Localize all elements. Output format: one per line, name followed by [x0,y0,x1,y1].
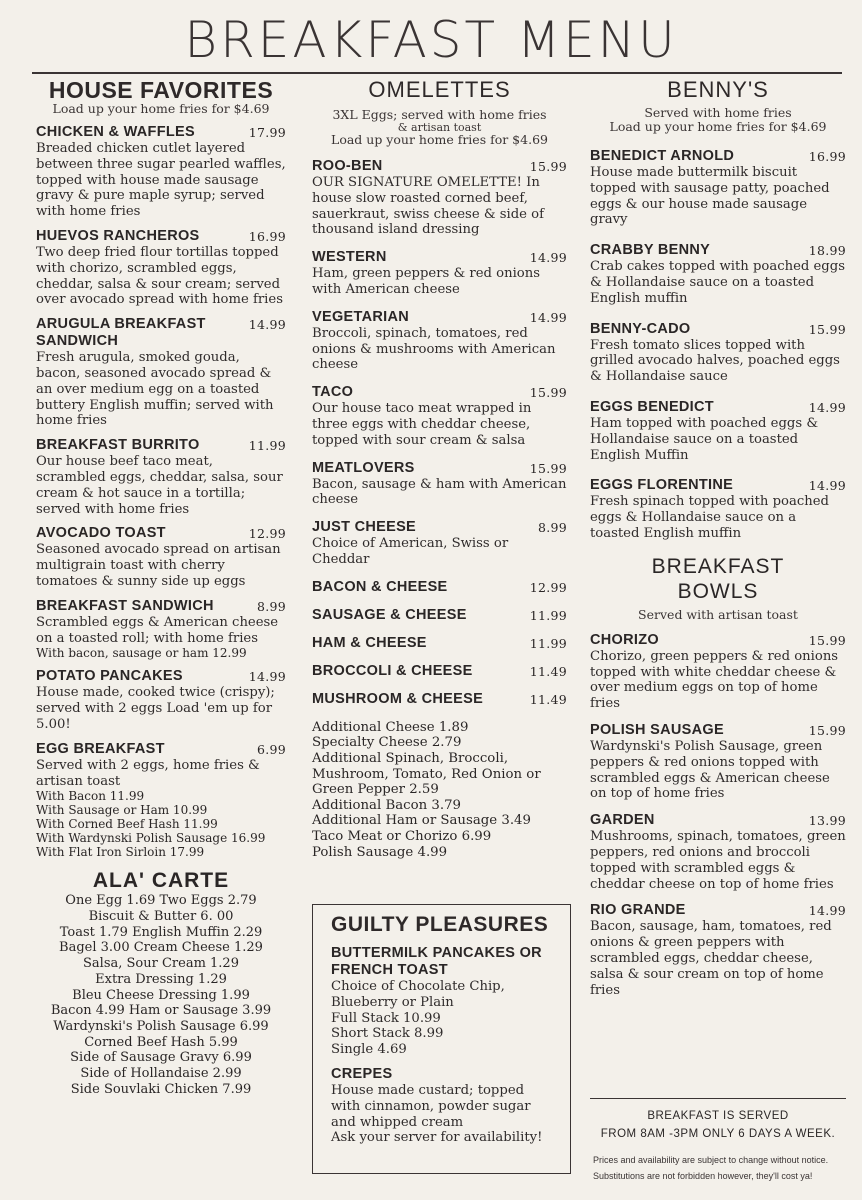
addon-line: Additional Cheese 1.89 [312,719,469,735]
menu-item-name: JUST CHEESE [312,519,417,536]
menu-item-extra: With bacon, sausage or ham 12.99 [36,646,247,661]
menu-item [36,437,286,517]
menu-item [312,384,567,448]
fine-print [593,1152,855,1184]
menu-item-price: 11.49 [529,691,567,707]
menu-item-price: 11.99 [248,438,286,454]
menu-item-header [36,437,286,454]
page-title: BREAKFAST MENU [184,11,678,69]
menu-item-description: House made, cooked twice (crispy); served with 2 eggs Load 'em up for 5.00! [36,685,275,732]
menu-item [590,812,846,892]
menu-item-header [590,242,846,259]
menu-item-name: BROCCOLI & CHEESE [312,662,473,679]
addon-line: Additional Ham or Sausage 3.49 [312,813,531,829]
addon-line: Specialty Cheese 2.79 [312,735,462,751]
column-bennys [590,78,846,998]
bennys-heading: BENNY'S [667,77,769,102]
menu-item-description: OUR SIGNATURE OMELETTE! In house slow roasted corned beef, sauerkraut, swiss cheese & side of thousand island dressing [312,175,544,238]
menu-item-name: MUSHROOM & CHEESE [312,690,484,707]
menu-item-price: 18.99 [808,243,846,259]
crepes-note: Ask your server for availability! [331,1130,543,1146]
menu-item-name: POTATO PANCAKES [36,668,183,685]
menu-item-header [312,249,567,266]
ala-carte-line: Toast 1.79 English Muffin 2.29 [59,924,263,940]
menu-item [312,460,567,509]
menu-item [590,722,846,802]
menu-item-name: GARDEN [590,812,655,829]
menu-item-header [312,460,567,477]
menu-item-header [312,519,567,536]
menu-item-price: 15.99 [808,321,846,337]
ala-carte-line: One Egg 1.69 Two Eggs 2.79 [65,893,257,909]
ala-carte-heading: ALA' CARTE [92,869,230,893]
ala-carte-line: Bacon 4.99 Ham or Sausage 3.99 [50,1003,272,1019]
menu-item-name: BENEDICT ARNOLD [590,148,735,164]
ala-carte-line: Bleu Cheese Dressing 1.99 [72,987,250,1003]
addon-line: Polish Sausage 4.99 [312,844,448,860]
menu-item [312,519,567,568]
menu-item-name: POLISH SAUSAGE [590,721,724,738]
omelettes-list [312,158,567,708]
crepes-name [331,1066,556,1083]
menu-item-price: 15.99 [808,632,846,648]
menu-item-description: Our house taco meat wrapped in three eggs with cheddar cheese, topped with sour cream & salsa [312,401,532,448]
hours-line-2: FROM 8AM -3PM ONLY 6 DAYS A WEEK. [600,1128,836,1140]
menu-item-description: House made buttermilk biscuit topped with sausage patty, poached eggs & our house made sausage gravy [590,165,830,228]
menu-item [590,321,846,385]
menu-item-price: 16.99 [248,228,286,244]
menu-item [36,668,286,732]
menu-item-extra: With Wardynski Polish Sausage 16.99 [36,831,266,846]
menu-item-description: Broccoli, spinach, tomatoes, red onions & mushrooms with American cheese [312,325,556,373]
menu-item-name: EGGS FLORENTINE [590,477,734,494]
menu-item [312,663,567,680]
menu-item-header [312,635,567,652]
menu-item-header [36,668,286,685]
menu-item-name: HAM & CHEESE [312,634,427,651]
menu-item-header [590,722,846,739]
menu-item-name: AVOCADO TOAST [36,525,166,542]
menu-item-name: BACON & CHEESE [312,578,448,595]
ala-carte-line: Extra Dressing 1.29 [95,971,227,987]
menu-item-price: 11.49 [529,663,567,679]
menu-item-description: Ham, green peppers & red onions with American cheese [312,266,541,297]
menu-item-description: Wardynski's Polish Sausage, green peppers & red onions topped with scrambled eggs & American cheese on top of home fries [590,738,830,802]
menu-item-price: 15.99 [529,460,567,476]
menu-item-description: Crab cakes topped with poached eggs & Hollandaise sauce on a toasted English muffin [590,259,845,306]
bowls-list [590,632,846,999]
bennys-subtitle-1: Served with home fries [644,105,792,120]
menu-item-price: 13.99 [808,813,846,829]
menu-item-name: CHICKEN & WAFFLES [36,124,195,140]
bowls-heading-2: BOWLS [677,579,759,603]
menu-item [312,309,567,373]
menu-item-price: 14.99 [808,399,846,415]
menu-item-name: EGG BREAKFAST [36,740,165,757]
menu-item-name: EGGS BENEDICT [590,398,714,415]
menu-item-header [36,598,286,615]
menu-item-price: 15.99 [529,159,567,174]
house-favorites-subtitle: Load up your home fries for $4.69 [52,101,270,116]
fine-print-1: Prices and availability are subject to change without notice. [593,1155,829,1165]
menu-item-header [312,663,567,680]
menu-item-description: Breaded chicken cutlet layered between three sugar pearled waffles, topped with house made sausage gravy & pure maple syrup; served with home fries [36,141,286,220]
short-stack: Short Stack 8.99 [331,1026,444,1042]
menu-item-description: Chorizo, green peppers & red onions topped with white cheddar cheese & over medium eggs on top of home fries [590,648,839,712]
menu-item-description: Bacon, sausage, ham, tomatoes, red onions & green peppers with scrambled eggs, cheddar cheese, salsa & sour cream on top of home fries [590,919,832,998]
menu-item-description: Choice of American, Swiss or Cheddar [312,536,509,567]
bowls-subtitle: Served with artisan toast [638,606,798,622]
menu-item-name: HUEVOS RANCHEROS [36,227,200,244]
menu-item-description: Served with 2 eggs, home fries & artisan toast [36,757,260,789]
menu-item-name: SAUSAGE & CHEESE [312,606,467,623]
menu-item-name: RIO GRANDE [590,902,686,919]
menu-item-header [312,384,567,401]
menu-item-price: 11.99 [529,635,567,651]
menu-item-header [590,812,846,829]
menu-item-name: CHORIZO [590,631,659,648]
bowls-heading-1: BREAKFAST [651,554,785,578]
crepes-desc: House made custard; topped with cinnamon, powder sugar and whipped cream [331,1082,531,1130]
menu-item-header [590,321,846,338]
menu-item-header [590,632,846,649]
menu-item [590,399,846,463]
single-pancake: Single 4.69 [331,1042,407,1058]
menu-item [36,228,286,308]
bennys-subtitle-2: Load up your home fries for $4.69 [609,119,827,134]
menu-item-price: 14.99 [248,669,286,685]
menu-item-extra: With Sausage or Ham 10.99 [36,803,208,818]
house-favorites-list [36,124,286,859]
menu-item-header [590,902,846,919]
menu-item-header [312,691,567,708]
menu-item-name: MEATLOVERS [312,459,415,476]
menu-item-name: TACO [312,384,354,401]
menu-item-price: 17.99 [248,125,286,140]
menu-item [312,158,567,238]
menu-item-price: 15.99 [808,722,846,738]
ala-carte-list [36,893,286,1097]
menu-item-price: 11.99 [529,607,567,623]
hours-line-1: BREAKFAST IS SERVED [647,1110,789,1122]
menu-item-header [36,741,286,758]
menu-item-extra: With Flat Iron Sirloin 17.99 [36,845,205,860]
guilty-pleasures-heading: GUILTY PLEASURES [331,913,549,936]
menu-item-header [36,316,286,350]
menu-item [312,635,567,652]
omelette-addons-list [312,720,567,860]
menu-item-header [312,579,567,596]
menu-item-price: 14.99 [808,478,846,494]
menu-item-price: 6.99 [256,741,286,757]
menu-item-header [312,309,567,326]
menu-item-price: 14.99 [248,317,286,333]
fine-print-2: Substitutions are not forbidden however, they'll cost ya! [593,1171,813,1181]
menu-item [36,316,286,429]
menu-item-header [36,228,286,245]
ala-carte-line: Side of Sausage Gravy 6.99 [70,1050,252,1066]
menu-item-header [312,158,567,175]
menu-item-header [590,477,846,494]
house-favorites-heading: HOUSE FAVORITES [48,77,274,103]
pancakes-desc: Choice of Chocolate Chip, Blueberry or Plain [331,979,505,1010]
full-stack: Full Stack 10.99 [331,1010,441,1026]
menu-item-header [36,525,286,542]
ala-carte-line: Biscuit & Butter 6. 00 [88,909,234,925]
menu-item [312,579,567,596]
pancakes-name [331,945,556,979]
ala-carte-line: Wardynski's Polish Sausage 6.99 [53,1018,269,1034]
column-house-favorites [36,78,286,1097]
omelettes-subtitle-3: Load up your home fries for $4.69 [331,132,548,147]
ala-carte-line: Corned Beef Hash 5.99 [84,1034,238,1050]
ala-carte-line: Side Souvlaki Chicken 7.99 [70,1081,252,1097]
menu-item-extra: With Bacon 11.99 [36,789,145,804]
title-divider [32,72,842,74]
ala-carte-line: Side of Hollandaise 2.99 [80,1066,242,1082]
menu-item-name: BENNY-CADO [590,320,691,337]
menu-item [312,249,567,298]
menu-item-description: Bacon, sausage & ham with American cheese [312,476,567,508]
menu-item-name: BREAKFAST BURRITO [36,437,200,454]
menu-item-description: Our house beef taco meat, scrambled eggs, cheddar, salsa, sour cream & hot sauce in a tortilla; served with home fries [36,454,283,517]
crepes-name-text: CREPES [331,1065,393,1082]
menu-item-header [36,124,286,141]
menu-item-name: VEGETARIAN [312,308,409,325]
addon-line: Taco Meat or Chorizo 6.99 [312,828,492,844]
pancakes-name-text: BUTTERMILK PANCAKES OR FRENCH TOAST [331,945,542,978]
menu-item-name: ARUGULA BREAKFAST SANDWICH [36,316,206,350]
menu-item-header [590,399,846,416]
menu-item-extra: With Corned Beef Hash 11.99 [36,817,218,832]
menu-item-price: 12.99 [529,579,567,595]
menu-item-name: BREAKFAST SANDWICH [36,597,214,614]
menu-item-price: 8.99 [537,520,567,536]
column-omelettes [312,78,567,860]
menu-item-name: WESTERN [312,249,387,266]
menu-item-description: Fresh spinach topped with poached eggs & Hollandaise sauce on a toasted English muffin [590,494,829,541]
menu-item [36,741,286,860]
menu-item [36,598,286,661]
menu-item [36,124,286,220]
menu-item-description: Two deep fried flour tortillas topped with chorizo, scrambled eggs, cheddar, salsa & sour cream; served over avocado spread with home fries [36,244,283,308]
bennys-list [590,148,846,542]
menu-item-description: Ham topped with poached eggs & Hollandaise sauce on a toasted English Muffin [590,415,819,463]
menu-item-price: 14.99 [529,250,567,266]
menu-item-price: 14.99 [529,309,567,325]
menu-item-description: Seasoned avocado spread on artisan multigrain toast with cherry tomatoes & sunny side up eggs [36,542,281,589]
menu-item-description: Fresh arugula, smoked gouda, bacon, seasoned avocado spread & an over medium egg on a toasted buttery English muffin; served with home fries [36,350,274,429]
menu-item [590,242,846,306]
menu-item [590,632,846,712]
ala-carte-line: Bagel 3.00 Cream Cheese 1.29 [59,940,263,956]
menu-item [36,525,286,589]
menu-item-description: Scrambled eggs & American cheese on a toasted roll; with home fries [36,614,279,646]
menu-item-description: Mushrooms, spinach, tomatoes, green peppers, red onions and broccoli topped with scrambled eggs & cheddar cheese on top of home fries [590,829,846,892]
menu-item-price: 15.99 [529,385,567,401]
menu-item-name: ROO-BEN [312,158,383,174]
menu-item-price: 12.99 [248,526,286,542]
menu-item-header [312,607,567,624]
ala-carte-line: Salsa, Sour Cream 1.29 [83,956,239,972]
menu-item-price: 8.99 [256,598,286,614]
menu-item-price: 16.99 [808,149,846,164]
menu-item [590,148,846,228]
menu-item-name: CRABBY BENNY [590,242,711,259]
omelettes-heading: OMELETTES [368,77,511,102]
omelettes-subtitle-1: 3XL Eggs; served with home fries [332,107,547,122]
menu-item-description: Fresh tomato slices topped with grilled avocado halves, poached eggs & Hollandaise sauce [590,337,840,385]
guilty-pleasures-box [312,904,571,1174]
omelettes-subtitle-2: & artisan toast [397,121,482,134]
menu-item [590,902,846,998]
addon-line: Additional Bacon 3.79 [312,797,461,813]
menu-item-price: 14.99 [808,903,846,919]
menu-item [590,477,846,541]
menu-item [312,691,567,708]
menu-item-header [590,148,846,165]
menu-item [312,607,567,624]
hours-notice [590,1098,846,1143]
addon-line: Additional Spinach, Broccoli, Mushroom, Tomato, Red Onion or Green Pepper 2.59 [312,750,541,798]
